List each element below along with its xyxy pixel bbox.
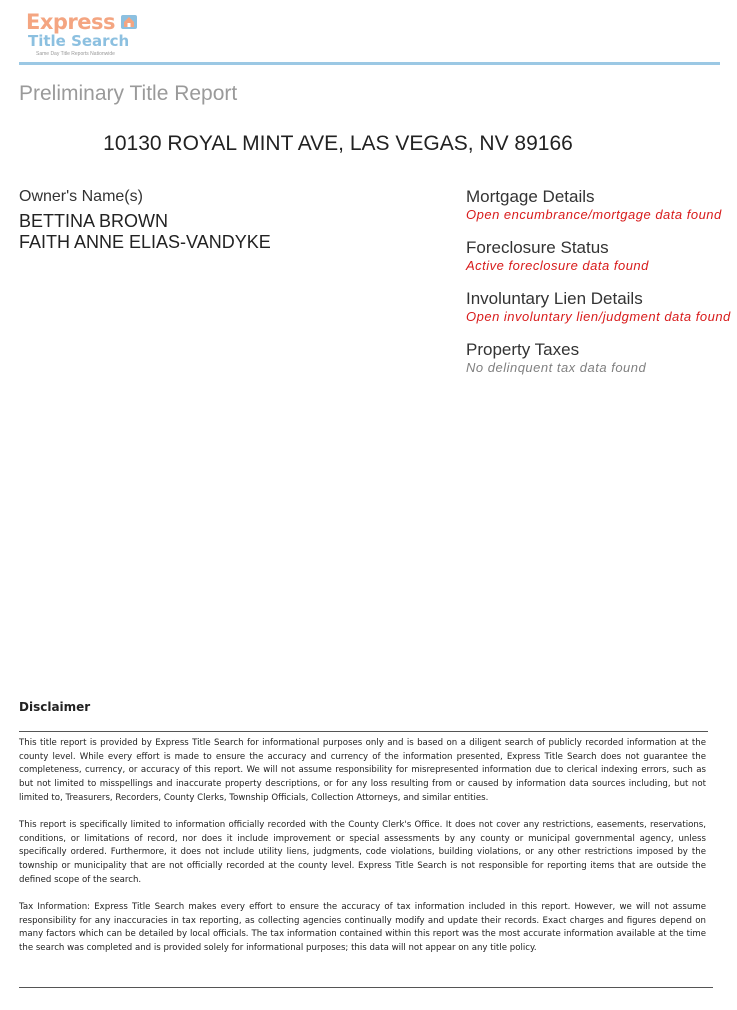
disclaimer-paragraph: This report is specifically limited to information officially recorded with the County Clerk's Office. It does not cover any restrictions, easements, reservations, conditions, or limitations of record, nor does it include improvement or special assessments by any county or municipal governmental agency, unless specifically ordered. Furthermore, it does not include utility liens, judgments, code violations, building violations, or any other restrictions imposed by the township or municipality that are not officially recorded at the county level. Express Title Search is not responsible for reporting items that are outside the defined scope of the search. xyxy=(19,820,706,885)
involuntary-lien-heading: Involuntary Lien Details xyxy=(466,289,643,308)
foreclosure-status-value: Active foreclosure data found xyxy=(466,258,649,273)
mortgage-details-status: Open encumbrance/mortgage data found xyxy=(466,207,722,222)
footer-divider xyxy=(19,987,713,988)
mortgage-details xyxy=(466,187,731,223)
property-taxes xyxy=(466,340,731,376)
header-divider xyxy=(19,62,720,65)
property-address: 10130 ROYAL MINT AVE, LAS VEGAS, NV 89166 xyxy=(103,132,573,155)
disclaimer-title: Disclaimer xyxy=(19,700,91,714)
report-title: Preliminary Title Report xyxy=(19,82,238,105)
property-taxes-status: No delinquent tax data found xyxy=(466,360,647,375)
disclaimer-body xyxy=(19,737,706,969)
owner-name: BETTINA BROWN xyxy=(19,211,169,231)
logo-text-express: Express xyxy=(26,10,116,34)
mortgage-details-heading: Mortgage Details xyxy=(466,187,595,206)
foreclosure-status-heading: Foreclosure Status xyxy=(466,238,609,257)
owner-names-list xyxy=(19,211,271,253)
report-details-section xyxy=(466,187,731,391)
logo-text-title-search: Title Search xyxy=(28,32,130,50)
involuntary-lien-status: Open involuntary lien/judgment data found xyxy=(466,309,731,324)
company-logo xyxy=(26,9,146,61)
disclaimer-paragraph: This title report is provided by Express Title Search for informational purposes only and is based on a diligent search of publicly recorded information at the county level. While every effort is made to ensure the accuracy and currency of the information presented, Express Title Search does not guarantee the completeness, currency, or accuracy of this report. We will not assume responsibility for misrepresented information due to clerical indexing errors, such as but not limited to misspellings and inaccurate property descriptions, or for any loss resulting from or caused by information data sources including, but not limited to, Treasurers, Recorders, County Clerks, Township Officials, Collection Attorneys, and similar entities. xyxy=(19,738,706,803)
house-doc-icon xyxy=(120,12,138,30)
owner-label: Owner's Name(s) xyxy=(19,188,143,205)
owner-name: FAITH ANNE ELIAS-VANDYKE xyxy=(19,232,271,252)
disclaimer-paragraph: Tax Information: Express Title Search makes every effort to ensure the accuracy of tax information included in this report. However, we will not assume responsibility for any inaccuracies in tax reporting, as collecting agencies continually modify and update their records. Exact charges and figures depend on many factors which can be detailed by local officials. The tax information contained within this report was the most accurate information available at the time the search was completed and is provided solely for informational purposes; this data will not appear on any title policy. xyxy=(19,902,706,954)
logo-tagline: Same Day Title Reports Nationwide xyxy=(36,51,115,57)
property-taxes-heading: Property Taxes xyxy=(466,340,580,359)
foreclosure-status xyxy=(466,238,731,274)
involuntary-lien-details xyxy=(466,289,731,325)
disclaimer-top-divider xyxy=(19,731,708,732)
